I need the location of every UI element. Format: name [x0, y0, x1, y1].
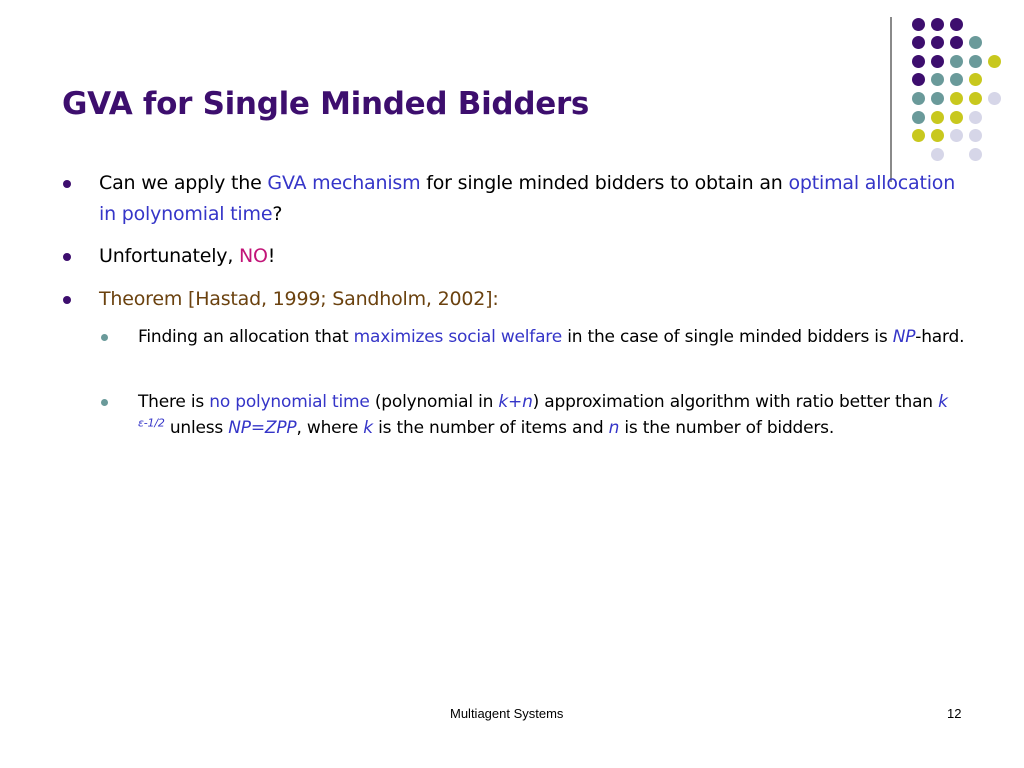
dot	[931, 148, 944, 161]
text-run: -hard.	[915, 327, 965, 347]
text-run: Can we apply the	[99, 172, 268, 194]
exponent-epsilon: ε-1/2	[138, 416, 165, 430]
text-run: Unfortunately,	[99, 245, 239, 267]
dot	[912, 111, 925, 124]
dot	[912, 73, 925, 86]
dot	[969, 36, 982, 49]
highlight-k: k	[363, 418, 373, 438]
highlight-np: NP	[892, 327, 916, 347]
text-run: , where	[296, 418, 364, 438]
theorem-heading	[99, 284, 959, 315]
text-run: ?	[272, 203, 283, 225]
text-run: is the number of bidders.	[619, 418, 835, 438]
dot	[931, 92, 944, 105]
slide-title: GVA for Single Minded Bidders	[62, 86, 590, 122]
sub-bullet-marker	[101, 399, 108, 406]
dot	[950, 55, 963, 68]
highlight-np-zpp: NP=ZPP	[228, 418, 297, 438]
title-divider-line	[890, 17, 892, 182]
dot	[912, 55, 925, 68]
highlight-k: k	[938, 392, 948, 412]
highlight-gva-mechanism: GVA mechanism	[267, 172, 421, 194]
text-run: unless	[164, 418, 229, 438]
dot	[969, 55, 982, 68]
text-run: for single minded bidders to obtain an	[420, 172, 789, 194]
dot	[950, 18, 963, 31]
highlight-maximizes-social-welfare: maximizes social welfare	[353, 327, 562, 347]
text-run: is the number of items and	[372, 418, 609, 438]
dot	[988, 92, 1001, 105]
bullet-marker	[63, 296, 71, 304]
dot	[969, 148, 982, 161]
highlight-n: n	[608, 418, 620, 438]
bullet-text	[99, 168, 959, 230]
text-run: !	[267, 245, 276, 267]
dot	[912, 18, 925, 31]
highlight-optimal-allocation: optimal allocation in polynomial time	[99, 172, 956, 225]
highlight-no-polynomial-time: no polynomial time	[209, 392, 370, 412]
highlight-k-plus-n: k+n	[498, 392, 533, 412]
text-run: ) approximation algorithm with ratio better than	[532, 392, 939, 412]
dot	[931, 36, 944, 49]
dot	[950, 73, 963, 86]
text-run: Theorem [Hastad, 1999; Sandholm, 2002]:	[99, 288, 499, 310]
dot	[969, 92, 982, 105]
highlight-no: NO	[239, 245, 268, 267]
bullet-marker	[63, 253, 71, 261]
dot	[931, 129, 944, 142]
dot	[988, 55, 1001, 68]
dot	[950, 36, 963, 49]
dot	[950, 92, 963, 105]
text-run: in the case of single minded bidders is	[561, 327, 893, 347]
text-run: There is	[138, 392, 210, 412]
dot	[931, 111, 944, 124]
dot	[912, 36, 925, 49]
sub-bullet-text	[138, 324, 968, 350]
dot	[950, 111, 963, 124]
dot	[969, 129, 982, 142]
sub-bullet-marker	[101, 334, 108, 341]
dot	[969, 111, 982, 124]
text-run: Finding an allocation that	[138, 327, 354, 347]
bullet-text	[99, 241, 959, 272]
dot	[931, 18, 944, 31]
dot	[969, 73, 982, 86]
text-run: (polynomial in	[369, 392, 499, 412]
dot	[912, 129, 925, 142]
bullet-marker	[63, 180, 71, 188]
page-number: 12	[947, 706, 962, 721]
sub-bullet-text	[138, 389, 968, 441]
dot	[931, 73, 944, 86]
footer-title: Multiagent Systems	[450, 706, 564, 721]
dot	[950, 129, 963, 142]
dot	[931, 55, 944, 68]
dot	[912, 92, 925, 105]
